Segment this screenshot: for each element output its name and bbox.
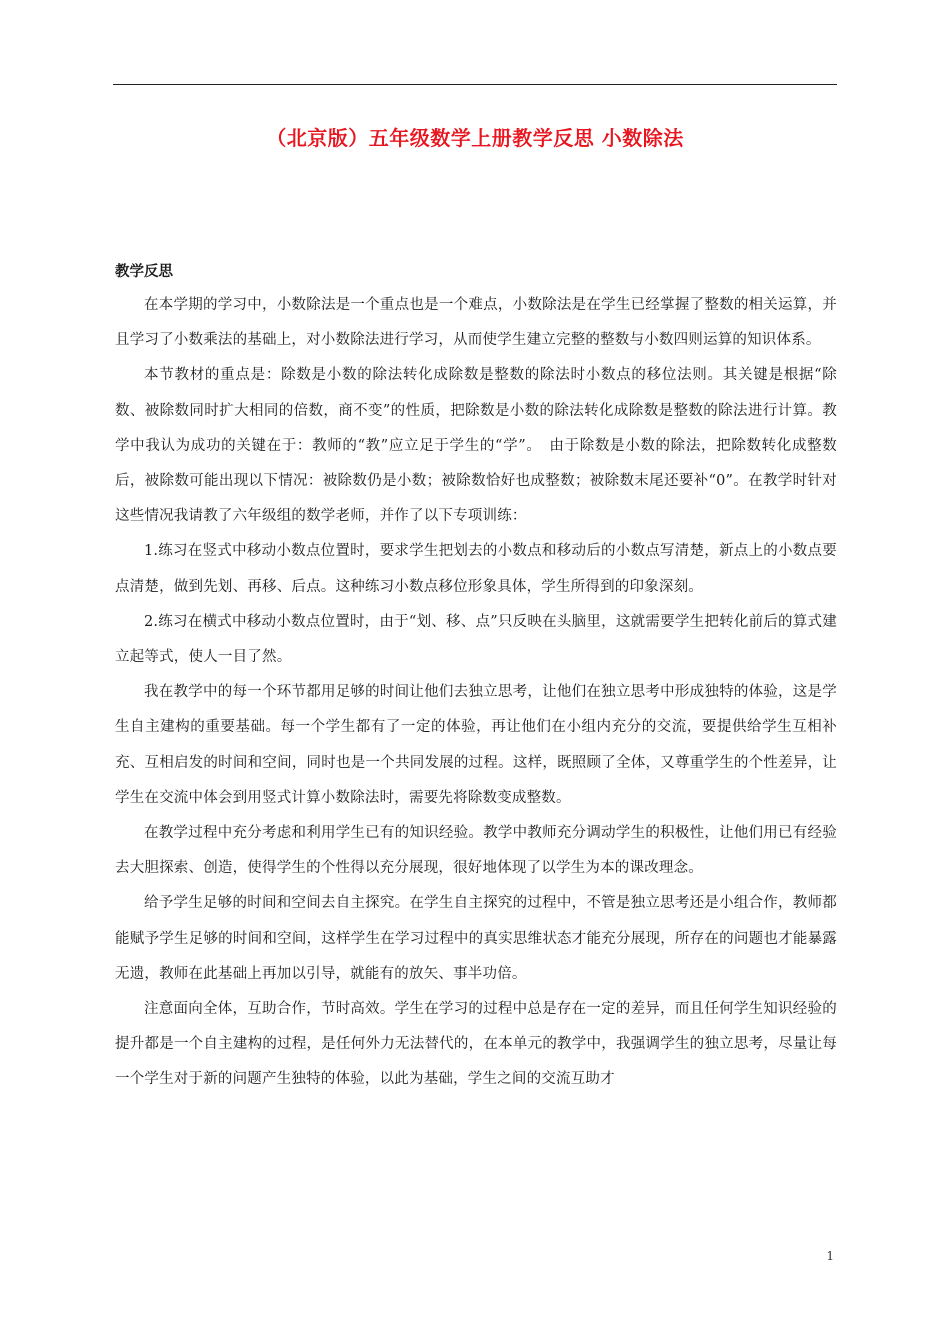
paragraph-6: 在教学过程中充分考虑和利用学生已有的知识经验。教学中教师充分调动学生的积极性，让他们用已有经验去大胆探索、创造，使得学生的个性得以充分展现，很好地体现了以学生为本的课改理念。 — [115, 825, 837, 877]
paragraph-1: 在本学期的学习中，小数除法是一个重点也是一个难点，小数除法是在学生已经掌握了整数的相关运算，并且学习了小数乘法的基础上，对小数除法进行学习，从而使学生建立完整的整数与小数四则运算的知识体系。 — [115, 297, 837, 349]
section-heading: 教学反思 — [115, 264, 173, 280]
document-title: （北京版）五年级数学上册教学反思 小数除法 — [266, 126, 684, 150]
paragraph-8: 注意面向全体，互助合作，节时高效。学生在学习的过程中总是存在一定的差异，而且任何学生知识经验的提升都是一个自主建构的过程，是任何外力无法替代的，在本单元的教学中，我强调学生的独立思考，尽量让每一个学生对于新的问题产生独特的体验，以此为基础，学生之间的交流互助才 — [115, 1001, 837, 1088]
document-body — [115, 256, 837, 1098]
paragraph-3: 1.练习在竖式中移动小数点位置时，要求学生把划去的小数点和移动后的小数点写清楚，新点上的小数点要点清楚，做到先划、再移、后点。这种练习小数点移位形象具体，学生所得到的印象深刻。 — [115, 543, 837, 595]
paragraph-7: 给予学生足够的时间和空间去自主探究。在学生自主探究的过程中，不管是独立思考还是小组合作，教师都能赋予学生足够的时间和空间，这样学生在学习过程中的真实思维状态才能充分展现，所存在的问题也才能暴露无遗，教师在此基础上再加以引导，就能有的放矢、事半功倍。 — [115, 895, 837, 982]
paragraph-4: 2.练习在横式中移动小数点位置时，由于“划、移、点”只反映在头脑里，这就需要学生把转化前后的算式建立起等式，使人一目了然。 — [115, 613, 837, 666]
paragraph-2: 本节教材的重点是：除数是小数的除法转化成除数是整数的除法时小数点的移位法则。其关键是根据“除数、被除数同时扩大相同的倍数，商不变”的性质，把除数是小数的除法转化成除数是整数的除法进行计算。教学中我认为成功的关键在于：教师的“教”应立足于学生的“学”。 由于除数是小数的除法，把除数转化成整数后，被除数可能出现以下情况：被除数仍是小数；被除数恰好也成整数；被除数末尾还要补“0”。在教学时针对这些情况我请教了六年级组的数学老师，并作了以下专项训练： — [115, 367, 837, 525]
paragraph-5: 我在教学中的每一个环节都用足够的时间让他们去独立思考，让他们在独立思考中形成独特的体验，这是学生自主建构的重要基础。每一个学生都有了一定的体验，再让他们在小组内充分的交流，要提供给学生互相补充、互相启发的时间和空间，同时也是一个共同发展的过程。这样，既照顾了全体，又尊重学生的个性差异，让学生在交流中体会到用竖式计算小数除法时，需要先将除数变成整数。 — [115, 684, 837, 806]
header-rule — [113, 84, 837, 85]
page-number: 1 — [826, 1249, 834, 1263]
